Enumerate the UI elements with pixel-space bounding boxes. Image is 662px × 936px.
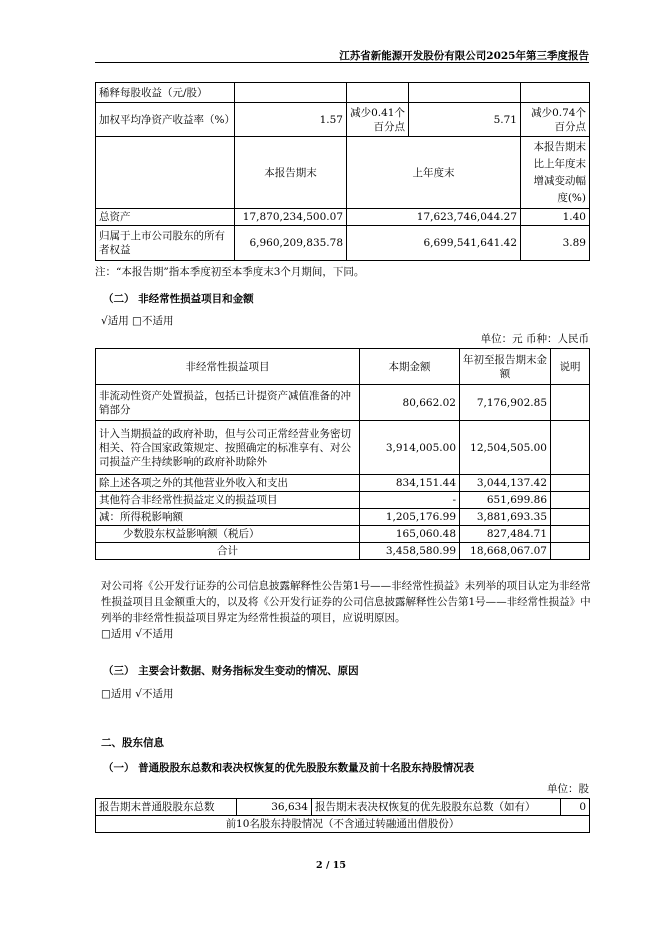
roe-ytd-change: 减少0.74个百分点	[521, 103, 590, 137]
col-ytd-amount: 年初至报告期末金额	[460, 349, 551, 385]
table-row	[96, 83, 590, 103]
roe-current: 1.57	[235, 103, 347, 137]
page-header: 江苏省新能源开发股份有限公司2025年第三季度报告	[339, 50, 589, 62]
shareholder-table	[95, 798, 590, 833]
col-period-end: 本报告期末	[235, 137, 347, 209]
table-row	[96, 816, 590, 833]
non-recurring-table	[95, 348, 590, 560]
top10-holders-caption: 前10名股东持股情况（不含通过转融通出借股份）	[96, 816, 590, 833]
part2-title: 二、股东信息	[101, 737, 164, 749]
common-holders-label: 报告期末普通股股东总数	[96, 799, 237, 816]
total-assets-prior: 17,623,746,044.27	[347, 209, 521, 226]
col-change-pct: 本报告期末比上年度末增减变动幅度(%)	[521, 137, 590, 209]
table-row	[96, 799, 590, 816]
table-header-row	[96, 137, 590, 209]
part2-subtitle: （一） 普通股股东总数和表决权恢复的优先股股东数量及前十名股东持股情况表	[103, 762, 475, 774]
roe-label: 加权平均净资产收益率（%）	[96, 103, 235, 137]
section3-title: （三） 主要会计数据、财务指标发生变动的情况、原因	[103, 665, 359, 677]
equity-prior: 6,699,541,641.42	[347, 226, 521, 261]
total-assets-current: 17,870,234,500.07	[235, 209, 347, 226]
table-row: 合计 3,458,580.99 18,668,067.07	[96, 543, 590, 560]
section2-unit: 单位：元 币种：人民币	[480, 333, 589, 345]
equity-current: 6,960,209,835.78	[235, 226, 347, 261]
disclosure-paragraph: 对公司将《公开发行证券的公司信息披露解释性公告第1号——非经常性损益》未列举的项目认定为非经常性损益项目且金额重大的，以及将《公开发行证券的公司信息披露解释性公告第1号——非经常性损益》中列举的非经常性损益项目界定为经常性损益的项目，应说明原因。	[101, 580, 591, 624]
header-divider	[95, 62, 589, 63]
table-row: 少数股东权益影响额（税后） 165,060.48 827,484.71	[96, 526, 590, 543]
table-row	[96, 209, 590, 226]
part2-unit: 单位：股	[547, 783, 589, 795]
diluted-eps-label: 稀释每股收益（元/股）	[96, 83, 235, 103]
preferred-holders-value: 0	[561, 799, 590, 816]
section3-applicability: □适用 √不适用	[101, 688, 174, 700]
equity-label: 归属于上市公司股东的所有者权益	[96, 226, 235, 261]
table-row	[96, 103, 590, 137]
total-assets-change: 1.40	[521, 209, 590, 226]
common-holders-value: 36,634	[237, 799, 312, 816]
table-row	[96, 226, 590, 261]
section2-applicability: √适用 □不适用	[101, 315, 174, 327]
col-current-amount: 本期金额	[360, 349, 460, 385]
period-note: 注：“本报告期”指本季度初至本季度末3个月期间，下同。	[95, 266, 365, 278]
table-row: 减：所得税影响额 1,205,176.99 3,881,693.35	[96, 509, 590, 526]
page-number: 2 / 15	[316, 860, 346, 871]
table-row: 非流动性资产处置损益，包括已计提资产减值准备的冲销部分 80,662.02 7,176,902.85	[96, 385, 590, 421]
key-financial-table	[95, 82, 590, 261]
preferred-holders-label: 报告期末表决权恢复的优先股股东总数（如有）	[312, 799, 561, 816]
section2-title: （二） 非经常性损益项目和金额	[103, 293, 254, 305]
table-header-row	[96, 349, 590, 385]
col-item: 非经常性损益项目	[96, 349, 360, 385]
roe-change: 减少0.41个百分点	[347, 103, 409, 137]
total-assets-label: 总资产	[96, 209, 235, 226]
equity-change: 3.89	[521, 226, 590, 261]
roe-ytd: 5.71	[409, 103, 521, 137]
table-row: 其他符合非经常性损益定义的损益项目 - 651,699.86	[96, 492, 590, 509]
col-remark: 说明	[551, 349, 590, 385]
col-prior-year-end: 上年度末	[347, 137, 521, 209]
disclosure-applicability: □适用 √不适用	[101, 628, 174, 640]
table-row: 除上述各项之外的其他营业外收入和支出 834,151.44 3,044,137.42	[96, 475, 590, 492]
table-row: 计入当期损益的政府补助，但与公司正常经营业务密切相关、符合国家政策规定、按照确定的标准享有、对公司损益产生持续影响的政府补助除外 3,914,005.00 12,504,505.00	[96, 421, 590, 475]
